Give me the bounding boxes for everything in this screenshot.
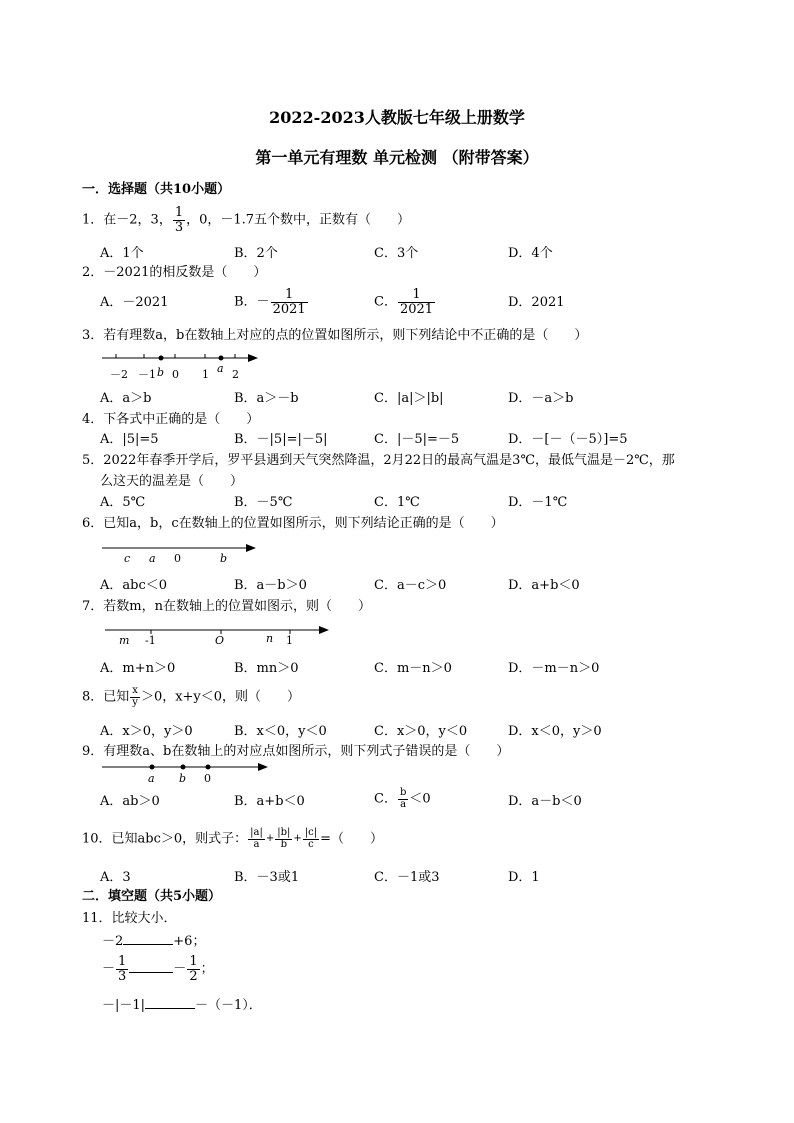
q3-option-d[interactable]: D．－a＞b bbox=[508, 391, 574, 406]
q1-prefix: 1．在－2，3， bbox=[82, 212, 172, 228]
q8-num: x bbox=[130, 686, 140, 698]
question-5-line2: 么这天的温差是（ ） bbox=[100, 474, 244, 489]
section-choice-heading: 一．选择题（共10小题） bbox=[82, 182, 231, 197]
q3-number-line bbox=[100, 350, 270, 382]
question-1-stem bbox=[82, 206, 410, 234]
q10-option-b[interactable]: B．－3或1 bbox=[234, 870, 300, 885]
question-5-line1: 5．2022年春季开学后，罗平县遇到天气突然降温，2月22日的最高气温是3℃，最低气温是－2℃，那 bbox=[82, 453, 675, 468]
q1-suffix: ，0，－1.7五个数中，正数有（ ） bbox=[186, 212, 411, 228]
q4-option-c[interactable]: C．|－5|=－5 bbox=[374, 432, 460, 447]
q5-option-d[interactable]: D．－1℃ bbox=[508, 495, 568, 510]
question-10-stem bbox=[82, 828, 383, 850]
q2-option-d[interactable]: D．2021 bbox=[508, 295, 565, 310]
q7-option-d[interactable]: D．－m－n＞0 bbox=[508, 661, 600, 676]
q7-label-m: m bbox=[119, 634, 130, 647]
q2-option-a[interactable]: A．－2021 bbox=[100, 295, 169, 310]
q10-fraction-b bbox=[275, 828, 292, 850]
q10-f2-num: |b| bbox=[277, 827, 291, 838]
q9-c-suffix: ＜0 bbox=[409, 791, 431, 807]
q11-l2-fraction-2 bbox=[187, 955, 199, 983]
q9-number-line bbox=[100, 760, 275, 786]
q9-option-a[interactable]: A．ab＞0 bbox=[100, 794, 160, 809]
q7-number-line bbox=[103, 622, 333, 648]
q6-number-line bbox=[100, 540, 270, 566]
question-7-stem: 7．若数m，n在数轴上的位置如图示，则（ ） bbox=[82, 599, 371, 614]
q8-option-b[interactable]: B．x＜0，y＜0 bbox=[234, 724, 327, 739]
q3-tick-1: 1 bbox=[202, 368, 209, 381]
q5-option-b[interactable]: B．－5℃ bbox=[234, 495, 293, 510]
q10-suffix: =（ ） bbox=[320, 831, 384, 847]
q11-l1-left: －2 bbox=[102, 934, 124, 949]
q3-tick--2: －2 bbox=[110, 368, 128, 381]
q3-tick-0: 0 bbox=[172, 368, 179, 381]
q2-b-den: 2021 bbox=[272, 301, 306, 317]
q2-c-num: 1 bbox=[398, 288, 435, 303]
q10-f1-num: |a| bbox=[250, 827, 263, 838]
q4-option-b[interactable]: B．－|5|=|－5| bbox=[234, 432, 328, 447]
q1-option-a[interactable]: A．1个 bbox=[100, 246, 144, 261]
q11-line-1 bbox=[102, 934, 205, 948]
q7-option-c[interactable]: C．m－n＞0 bbox=[374, 661, 452, 676]
q1-option-b[interactable]: B．2个 bbox=[234, 246, 278, 261]
q11-l3-left: －|－1| bbox=[102, 998, 146, 1013]
q1-frac-num: 1 bbox=[174, 205, 184, 220]
q2-b-fraction bbox=[271, 288, 308, 316]
q2-b-num: 1 bbox=[271, 288, 308, 303]
q9-label-a: a bbox=[148, 772, 155, 785]
q10-plus-1: + bbox=[265, 833, 275, 844]
q8-den: y bbox=[132, 696, 138, 708]
page-title: 2022-2023人教版七年级上册数学 bbox=[269, 108, 525, 127]
q2-option-c[interactable] bbox=[374, 288, 436, 316]
q10-f1-den: a bbox=[253, 838, 260, 850]
q9-label-b: b bbox=[179, 772, 187, 785]
q11-blank-3[interactable] bbox=[145, 998, 195, 1009]
q9-option-b[interactable]: B．a+b＜0 bbox=[234, 794, 305, 809]
q9-c-num: b bbox=[399, 787, 407, 798]
q2-option-b[interactable] bbox=[234, 288, 309, 316]
q11-blank-1[interactable] bbox=[123, 934, 173, 945]
q10-option-c[interactable]: C．－1或3 bbox=[374, 870, 440, 885]
q2-c-den: 2021 bbox=[399, 301, 434, 317]
q1-fraction bbox=[173, 206, 185, 234]
q9-option-c[interactable] bbox=[374, 788, 431, 810]
q6-option-a[interactable]: A．abc＜0 bbox=[100, 578, 168, 593]
q11-l2-den-1: 3 bbox=[118, 968, 127, 984]
question-4-stem: 4．下各式中正确的是（ ） bbox=[82, 412, 260, 427]
q6-label-0: 0 bbox=[174, 552, 181, 565]
q8-option-c[interactable]: C．x＞0，y＜0 bbox=[374, 724, 468, 739]
question-9-stem: 9．有理数a、b在数轴上的对应点如图所示，则下列式子错误的是（ ） bbox=[82, 744, 510, 759]
q5-option-a[interactable]: A．5℃ bbox=[100, 495, 146, 510]
q11-l2-num-1: 1 bbox=[118, 954, 127, 969]
q10-fraction-c bbox=[303, 828, 319, 850]
q9-label-0: 0 bbox=[204, 772, 211, 785]
q3-point-b: b bbox=[157, 366, 165, 379]
q7-label-n: n bbox=[266, 632, 274, 645]
q9-c-den: a bbox=[400, 798, 407, 810]
q3-option-b[interactable]: B．a＞－b bbox=[234, 391, 299, 406]
q3-point-a: a bbox=[217, 362, 224, 375]
q9-c-prefix: C． bbox=[374, 791, 397, 807]
q11-l1-right: +6； bbox=[173, 934, 206, 949]
q5-option-c[interactable]: C．1℃ bbox=[374, 495, 420, 510]
q3-tick-2: 2 bbox=[232, 368, 239, 381]
q7-label-1: 1 bbox=[286, 634, 293, 647]
q11-l2-sign-1: － bbox=[102, 961, 116, 977]
q6-label-a: a bbox=[149, 552, 156, 565]
question-11-stem: 11．比较大小． bbox=[82, 911, 177, 926]
q10-f3-num: |c| bbox=[304, 827, 318, 838]
q7-label-o: O bbox=[215, 634, 225, 647]
q6-label-b: b bbox=[220, 552, 228, 565]
q11-line-2 bbox=[102, 955, 214, 983]
q2-c-prefix: C． bbox=[374, 294, 397, 310]
question-2-stem: 2．－2021的相反数是（ ） bbox=[82, 265, 267, 280]
question-6-stem: 6．已知a，b，c在数轴上的位置如图所示，则下列结论正确的是（ ） bbox=[82, 516, 504, 531]
q8-option-a[interactable]: A．x＞0，y＞0 bbox=[100, 724, 193, 739]
q3-option-c[interactable]: C．|a|＞|b| bbox=[374, 391, 444, 406]
q1-option-c[interactable]: C．3个 bbox=[374, 246, 419, 261]
q11-l2-den-2: 2 bbox=[189, 968, 198, 984]
q6-option-d[interactable]: D．a+b＜0 bbox=[508, 578, 580, 593]
q10-f2-den: b bbox=[280, 838, 288, 850]
question-8-stem bbox=[82, 686, 300, 708]
q7-option-b[interactable]: B．mn＞0 bbox=[234, 661, 299, 676]
q3-option-a[interactable]: A．a＞b bbox=[100, 391, 152, 406]
q6-option-c[interactable]: C．a－c＞0 bbox=[374, 578, 447, 593]
q10-f3-den: c bbox=[308, 838, 314, 850]
q8-prefix: 8．已知 bbox=[82, 689, 130, 705]
q7-label--1: -1 bbox=[145, 634, 156, 647]
q11-l2-fraction-1 bbox=[116, 955, 128, 983]
q10-option-a[interactable]: A．3 bbox=[100, 870, 131, 885]
q11-l2-sign-2: － bbox=[173, 961, 187, 977]
q8-option-d[interactable]: D．x＜0，y＞0 bbox=[508, 724, 602, 739]
q4-option-d[interactable]: D．－[－（－5）]=5 bbox=[508, 432, 628, 447]
q11-l2-num-2: 1 bbox=[189, 954, 198, 969]
q6-option-b[interactable]: B．a－b＞0 bbox=[234, 578, 307, 593]
q11-line-3 bbox=[102, 998, 262, 1012]
q2-b-prefix: B．－ bbox=[234, 294, 270, 310]
q10-plus-2: + bbox=[293, 833, 302, 844]
q6-label-c: c bbox=[124, 552, 131, 565]
q7-option-a[interactable]: A．m+n＞0 bbox=[100, 661, 176, 676]
q2-c-fraction bbox=[398, 288, 435, 316]
q11-blank-2[interactable] bbox=[129, 962, 173, 973]
q3-tick--1: －1 bbox=[138, 368, 156, 381]
q8-suffix: ＞0，x+y＜0，则（ ） bbox=[140, 689, 301, 705]
q10-option-d[interactable]: D．1 bbox=[508, 870, 540, 885]
q9-option-d[interactable]: D．a－b＜0 bbox=[508, 794, 582, 809]
q10-prefix: 10．已知abc＞0，则式子： bbox=[82, 831, 248, 847]
question-3-stem: 3．若有理数a，b在数轴上对应的点的位置如图所示，则下列结论中不正确的是（ ） bbox=[82, 328, 588, 343]
q11-l3-right: －（－1）． bbox=[195, 998, 262, 1013]
q1-frac-den: 3 bbox=[174, 219, 184, 235]
q8-fraction bbox=[130, 686, 140, 708]
q9-c-fraction bbox=[398, 788, 408, 810]
q10-fraction-a bbox=[248, 828, 265, 850]
q11-l2-end: ； bbox=[200, 961, 214, 977]
q4-option-a[interactable]: A．|5|=5 bbox=[100, 432, 159, 447]
section-fill-heading: 二．填空题（共5小题） bbox=[82, 889, 222, 904]
q1-option-d[interactable]: D．4个 bbox=[508, 246, 553, 261]
page-subtitle: 第一单元有理数 单元检测 （附带答案） bbox=[255, 148, 539, 167]
